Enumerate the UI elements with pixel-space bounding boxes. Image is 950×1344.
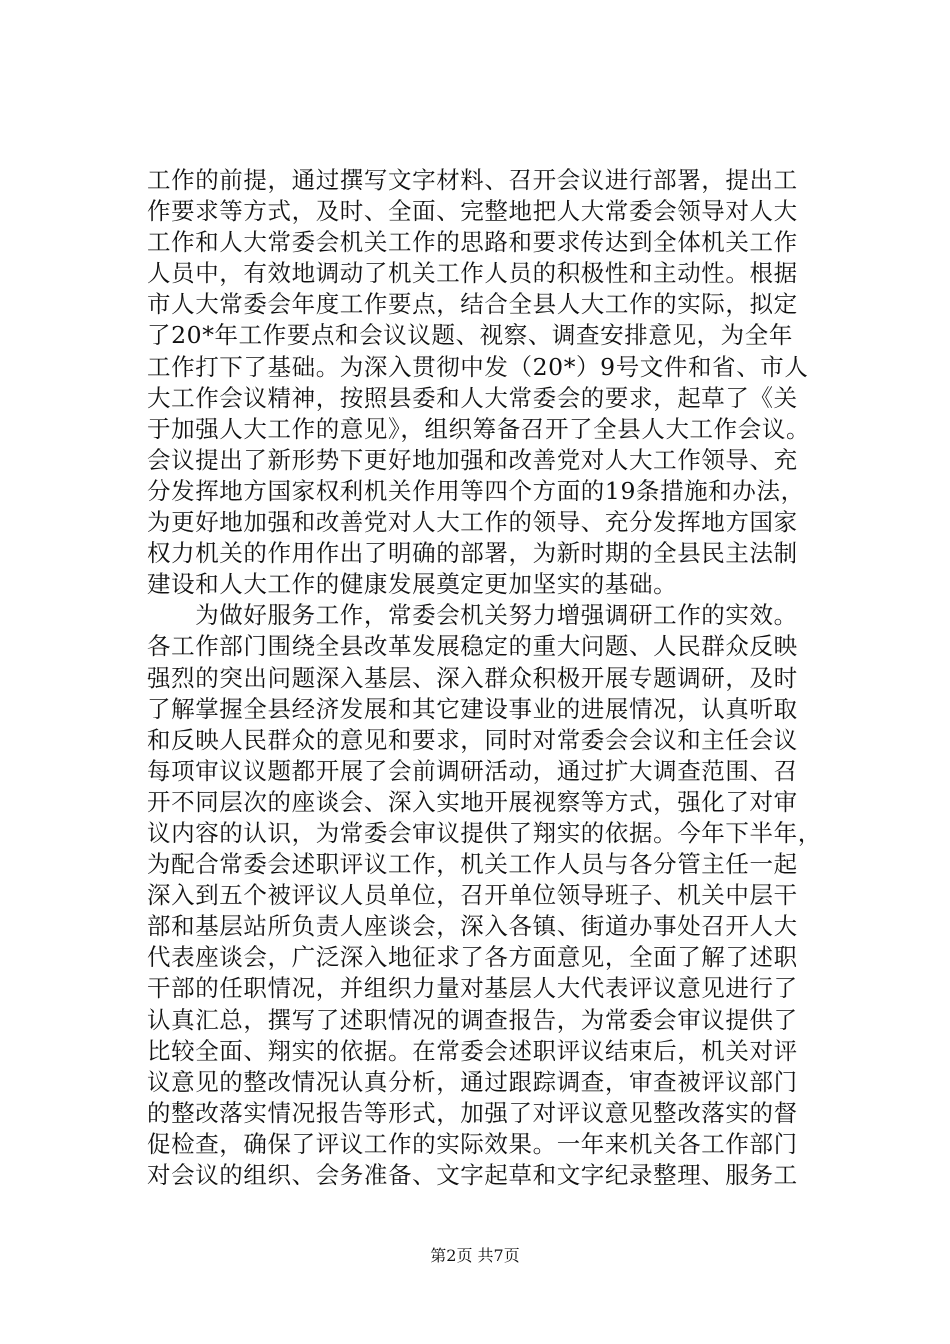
text-line: 了20*年工作要点和会议议题、视察、调查安排意见，为全年 [147, 321, 793, 350]
text-line: 为做好服务工作，常委会机关努力增强调研工作的实效。 [147, 601, 798, 630]
text-line: 建设和人大工作的健康发展奠定更加坚实的基础。 [147, 570, 678, 599]
text-line: 市人大常委会年度工作要点，结合全县人大工作的实际，拟定 [147, 290, 798, 319]
text-line: 代表座谈会，广泛深入地征求了各方面意见，全面了解了述职 [147, 943, 798, 972]
text-line: 会议提出了新形势下更好地加强和改善党对人大工作领导、充 [147, 445, 798, 474]
text-line: 促检查，确保了评议工作的实际效果。一年来机关各工作部门 [147, 1129, 798, 1158]
text-line: 议内容的认识，为常委会审议提供了翔实的依据。今年下半年， [147, 818, 822, 847]
text-line: 议意见的整改情况认真分析，通过跟踪调查，审查被评议部门 [147, 1067, 798, 1096]
text-line: 的整改落实情况报告等形式，加强了对评议意见整改落实的督 [147, 1098, 798, 1127]
text-line: 作要求等方式，及时、全面、完整地把人大常委会领导对人大 [147, 197, 798, 226]
text-line: 权力机关的作用作出了明确的部署，为新时期的全县民主法制 [147, 539, 798, 568]
text-line: 和反映人民群众的意见和要求，同时对常委会会议和主任会议 [147, 725, 798, 754]
text-line: 人员中，有效地调动了机关工作人员的积极性和主动性。根据 [147, 259, 798, 288]
text-line: 对会议的组织、会务准备、文字起草和文字纪录整理、服务工 [147, 1161, 798, 1189]
text-line: 强烈的突出问题深入基层、深入群众积极开展专题调研，及时 [147, 663, 798, 692]
text-line: 于加强人大工作的意见》，组织筹备召开了全县人大工作会议。 [147, 414, 811, 443]
text-line: 了解掌握全县经济发展和其它建设事业的进展情况，认真听取 [147, 694, 798, 723]
page-footer: 第2页 共7页 [430, 1246, 520, 1265]
text-line: 工作的前提，通过撰写文字材料、召开会议进行部署，提出工 [147, 166, 798, 194]
text-line: 干部的任职情况，并组织力量对基层人大代表评议意见进行了 [147, 974, 798, 1003]
text-line: 比较全面、翔实的依据。在常委会述职评议结束后，机关对评 [147, 1036, 798, 1065]
text-line: 各工作部门围绕全县改革发展稳定的重大问题、人民群众反映 [147, 632, 798, 661]
text-line: 分发挥地方国家权利机关作用等四个方面的19条措施和办法， [147, 476, 805, 505]
text-line: 认真汇总，撰写了述职情况的调查报告，为常委会审议提供了 [147, 1005, 798, 1034]
text-line: 为配合常委会述职评议工作，机关工作人员与各分管主任一起 [147, 850, 798, 879]
text-line: 深入到五个被评议人员单位，召开单位领导班子、机关中层干 [147, 881, 798, 910]
text-line: 开不同层次的座谈会、深入实地开展视察等方式，强化了对审 [147, 787, 798, 816]
text-line: 每项审议议题都开展了会前调研活动，通过扩大调查范围、召 [147, 756, 798, 785]
text-line: 工作打下了基础。为深入贯彻中发（20*）9号文件和省、市人 [147, 352, 809, 381]
body-text [147, 165, 861, 1191]
text-line: 为更好地加强和改善党对人大工作的领导、充分发挥地方国家 [147, 508, 798, 537]
text-line: 工作和人大常委会机关工作的思路和要求传达到全体机关工作 [147, 228, 798, 257]
text-line: 大工作会议精神，按照县委和人大常委会的要求，起草了《关 [147, 383, 798, 412]
text-line: 部和基层站所负责人座谈会，深入各镇、街道办事处召开人大 [147, 912, 798, 941]
